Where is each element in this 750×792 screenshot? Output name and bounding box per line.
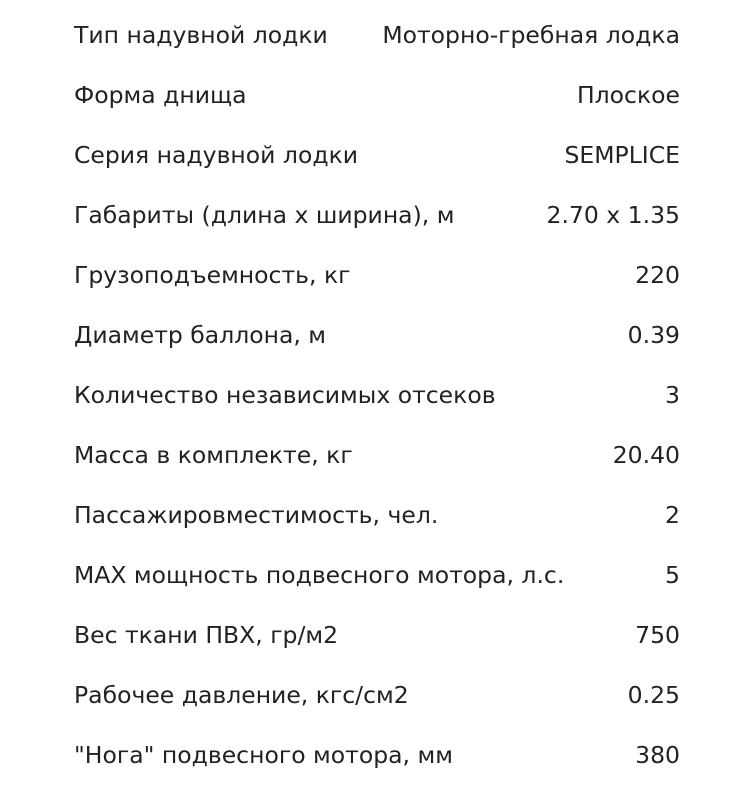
spec-row-passengers bbox=[74, 485, 680, 545]
spec-value: 20.40 bbox=[612, 441, 680, 469]
spec-label: Диаметр баллона, м bbox=[74, 321, 327, 349]
spec-value: 0.25 bbox=[627, 681, 680, 709]
spec-label: Вес ткани ПВХ, гр/м2 bbox=[74, 621, 339, 649]
spec-label: Грузоподъемность, кг bbox=[74, 261, 351, 289]
spec-label: Пассажировместимость, чел. bbox=[74, 501, 439, 529]
spec-value: 2 bbox=[665, 501, 680, 529]
spec-row-dimensions bbox=[74, 185, 680, 245]
spec-value: 5 bbox=[665, 561, 680, 589]
spec-value: SEMPLICE bbox=[564, 141, 680, 169]
spec-row-max-motor-power bbox=[74, 545, 680, 605]
spec-label: Количество независимых отсеков bbox=[74, 381, 496, 409]
spec-row-series bbox=[74, 125, 680, 185]
spec-value: 220 bbox=[635, 261, 680, 289]
spec-row-working-pressure bbox=[74, 665, 680, 725]
spec-row-tube-diameter bbox=[74, 305, 680, 365]
spec-label: MAX мощность подвесного мотора, л.с. bbox=[74, 561, 565, 589]
spec-label: Тип надувной лодки bbox=[74, 21, 328, 49]
spec-value: 2.70 х 1.35 bbox=[546, 201, 680, 229]
spec-value: 0.39 bbox=[627, 321, 680, 349]
spec-label: Масса в комплекте, кг bbox=[74, 441, 353, 469]
spec-row-motor-shaft bbox=[74, 725, 680, 785]
spec-label: Форма днища bbox=[74, 81, 247, 109]
spec-row-load-capacity bbox=[74, 245, 680, 305]
spec-value: 3 bbox=[665, 381, 680, 409]
spec-row-pvc-weight bbox=[74, 605, 680, 665]
spec-label: "Нога" подвесного мотора, мм bbox=[74, 741, 453, 769]
spec-value: Моторно-гребная лодка bbox=[382, 21, 680, 49]
spec-label: Рабочее давление, кгс/см2 bbox=[74, 681, 409, 709]
spec-row-hull-shape bbox=[74, 65, 680, 125]
spec-row-boat-type bbox=[74, 5, 680, 65]
spec-value: Плоское bbox=[576, 81, 680, 109]
spec-label: Габариты (длина х ширина), м bbox=[74, 201, 455, 229]
spec-row-weight bbox=[74, 425, 680, 485]
spec-value: 750 bbox=[635, 621, 680, 649]
spec-value: 380 bbox=[635, 741, 680, 769]
spec-label: Серия надувной лодки bbox=[74, 141, 359, 169]
spec-row-compartments bbox=[74, 365, 680, 425]
spec-table bbox=[74, 5, 680, 785]
